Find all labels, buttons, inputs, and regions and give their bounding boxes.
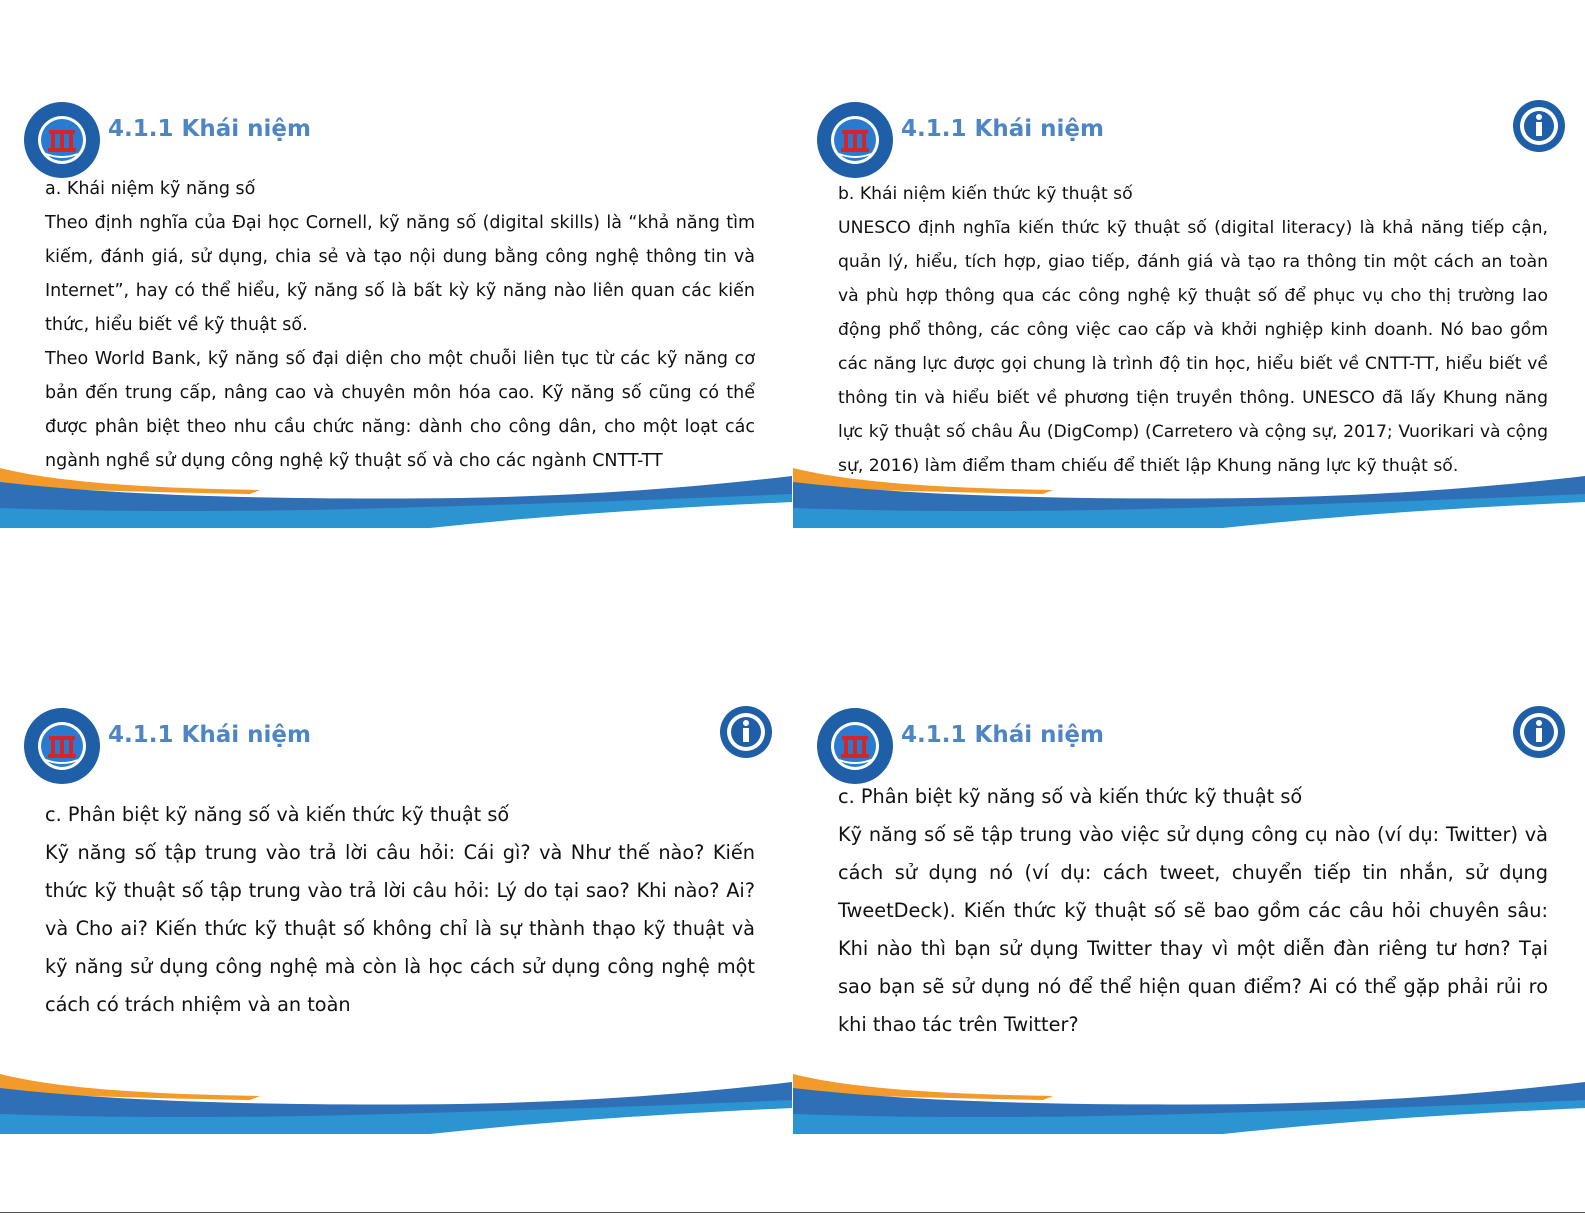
slide-content <box>838 778 1548 1044</box>
paragraph: Kỹ năng số tập trung vào trả lời câu hỏi: Cái gì? và Như thế nào? Kiến thức kỹ thuật số tập trung vào trả lời câu hỏi: Lý do tại sao? Khi nào? Ai? và Cho ai? Kiến thức kỹ thuật số không chỉ là sự thành thạo kỹ thuật và kỹ năng sử dụng công nghệ mà còn là học cách sử dụng công nghệ một cách có trách nhiệm và an toàn <box>45 841 755 1016</box>
slide-content <box>838 177 1548 483</box>
footer-wave-decoration <box>793 1074 1585 1134</box>
faculty-info-badge-icon <box>1511 704 1567 760</box>
slide-content <box>45 172 755 478</box>
paragraph: UNESCO định nghĩa kiến thức kỹ thuật số (digital literacy) là khả năng tiếp cận, quản lý, hiểu, tích hợp, giao tiếp, đánh giá và tạo ra thông tin một cách an toàn và phù hợp thông qua các công nghệ kỹ thuật số để phục vụ cho thị trường lao động phổ thông, các công việc cao cấp và khởi nghiệp kinh doanh. Nó bao gồm các năng lực được gọi chung là trình độ tin học, hiểu biết về CNTT-TT, hiểu biết về thông tin và hiểu biết về phương tiện truyền thông. UNESCO đã lấy Khung năng lực kỹ thuật số châu Âu (DigComp) (Carretero và cộng sự, 2017; Vuorikari và cộng sự, 2016) làm điểm tham chiếu để thiết lập Khung năng lực kỹ thuật số. <box>838 218 1548 476</box>
university-logo-icon <box>815 100 895 180</box>
paragraph: Theo định nghĩa của Đại học Cornell, kỹ năng số (digital skills) là “khả năng tìm kiếm, đánh giá, sử dụng, chia sẻ và tạo nội dung bằng công nghệ thông tin và Internet”, hay có thể hiểu, kỹ năng số là bất kỳ kỹ năng nào liên quan các kiến thức, hiểu biết về kỹ thuật số. <box>45 213 755 335</box>
slide-title: 4.1.1 Khái niệm <box>108 116 311 142</box>
paragraph: Kỹ năng số sẽ tập trung vào việc sử dụng công cụ nào (ví dụ: Twitter) và cách sử dụng nó (ví dụ: cách tweet, chuyển tiếp tin nhắn, sử dụng TweetDeck). Kiến thức kỹ thuật số sẽ bao gồm các câu hỏi chuyên sâu: Khi nào thì bạn sử dụng Twitter thay vì một diễn đàn riêng tư hơn? Tại sao bạn sẽ sử dụng nó để thể hiện quan điểm? Ai có thể gặp phải rủi ro khi thao tác trên Twitter? <box>838 823 1548 1036</box>
slide-title: 4.1.1 Khái niệm <box>901 722 1104 748</box>
section-heading: a. Khái niệm kỹ năng số <box>45 179 256 199</box>
slide-title: 4.1.1 Khái niệm <box>901 116 1104 142</box>
footer-wave-decoration <box>0 468 792 528</box>
faculty-info-badge-icon <box>718 704 774 760</box>
section-heading: c. Phân biệt kỹ năng số và kiến thức kỹ thuật số <box>838 785 1303 808</box>
slide-3 <box>0 694 792 1134</box>
section-heading: c. Phân biệt kỹ năng số và kiến thức kỹ thuật số <box>45 803 510 826</box>
university-logo-icon <box>22 706 102 786</box>
university-logo-icon <box>815 706 895 786</box>
footer-wave-decoration <box>0 1074 792 1134</box>
section-heading: b. Khái niệm kiến thức kỹ thuật số <box>838 184 1133 204</box>
footer-wave-decoration <box>793 468 1585 528</box>
university-logo-icon <box>22 100 102 180</box>
slide-title: 4.1.1 Khái niệm <box>108 722 311 748</box>
slide-4 <box>793 694 1585 1134</box>
slide-2 <box>793 88 1585 528</box>
paragraph: Theo World Bank, kỹ năng số đại diện cho một chuỗi liên tục từ các kỹ năng cơ bản đến trung cấp, nâng cao và chuyên môn hóa cao. Kỹ năng số cũng có thể được phân biệt theo nhu cầu chức năng: dành cho công dân, cho một loạt các ngành nghề sử dụng công nghệ kỹ thuật số và cho các ngành CNTT-TT <box>45 349 755 471</box>
slide-1 <box>0 88 792 528</box>
faculty-info-badge-icon <box>1511 98 1567 154</box>
page-footer-rule <box>0 1212 1585 1213</box>
slide-content <box>45 796 755 1024</box>
